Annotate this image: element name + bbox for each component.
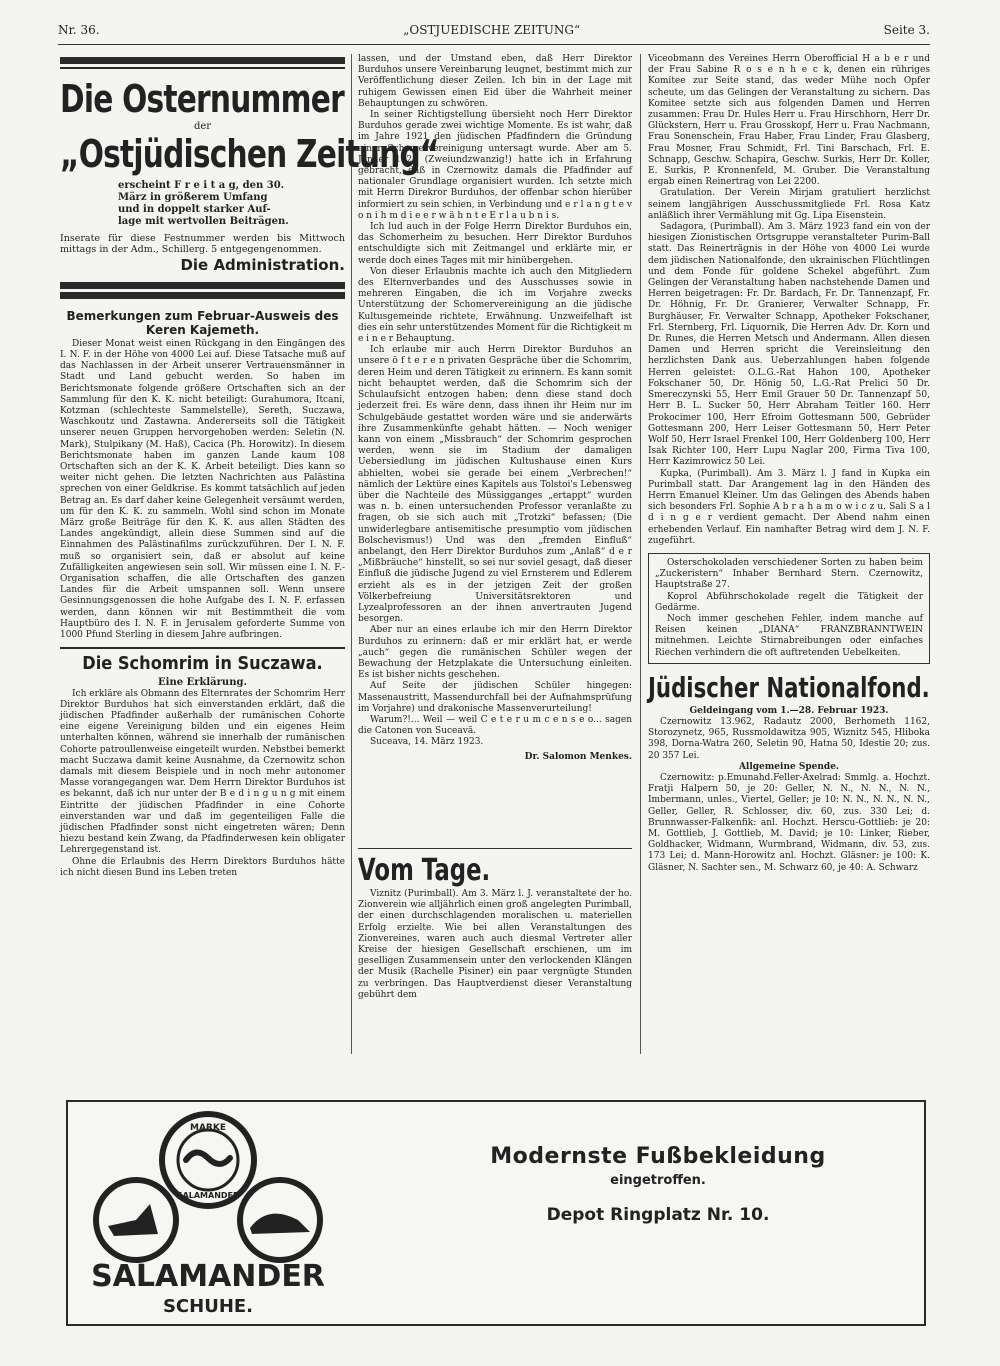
- schomrim-subtitle: Eine Erklärung.: [158, 677, 247, 689]
- schomrim-cont-2: In seiner Richtigstellung übersieht noch Herr Direktor Burduhos gerade zwei wichtige Momente. Es ist wahr, daß im Jahre 1921 den jüdischen Pfadfindern die Gründung einer Schomervereinigung untersagt wurde. Aber am 5. Jänner 1922 (Zweiundzwanzig!) hatte ich in Erfahrung gebracht, daß in Czernowitz damals die Pfadfinder auf nationaler Grundlage organisiert wurden. Ich setzte mich mit Herrn Direkror Burduhos, der offenbar schon hierüber informiert zu sein schien, in Verbindung und e r l a n g t e v o n i h m d i e e r w ä h n t e E r l a u b n i s.: [358, 110, 632, 221]
- sadagora: Sadagora, (Purimball). Am 3. März 1923 fand ein von der hiesigen Zionistischen Ortsgruppe veranstalteter Purim-Ball statt. Das Reinerträgnis in der Höhe von 4000 Lei wurde dem jüdischen Nationalfonde, den ukrainischen Flüchtlingen und dem Fonde für goldene Schekel abgeführt. Zum Gelingen der Veranstaltung haben nachstehende Damen und Herren beigetragen: Fr. Dr. Bardach, Fr. Dr. Tannenzapf, Fr. Dr. Höhnig, Fr. Dr. Granierer, Verwalter Schnapp, Fr. Burghäuser, Fr. Verwalter Schnapp, Apotheker Fokschaner, Frl. Sternberg, Frl. Liquornik, Die Herren Adv. Dr. Korn und Dr. Runes, die Herren Metsch und Andermann. Allen diesen Damen und Herren spricht die Vereinsleitung den herzlichsten Dank aus. Ueberzahlungen haben folgende Herren geleistet: O.L.G.-Rat Hahon 100, Apotheker Fokschaner 50, Dr. Hönig 50, L.G.-Rat Prelici 50 Dr. Smereczynski 55, Herr Emil Grauer 50 Dr. Tannenzapf 50, Herr B. L. Sucker 50, Herr Abraham Teitler 160. Herr Prokocimer 100, Herr Efroim Gottesmann 500, Gebrüder Gottesmann 200, Herr Leiser Gottesmann 50, Herr Peter Wolf 50, Herr Israel Frenkel 100, Herr Goldenberg 100, Herr Isak Richter 100, Herr Lupu Naglar 200, Firma Tiva 100, Herr Kazimrowicz 50 Lei.: [648, 222, 930, 468]
- schuhe-brand: SCHUHE.: [162, 1296, 254, 1317]
- ad-box: [648, 553, 930, 664]
- vom-tage-headline: Vom Tage.: [358, 853, 491, 888]
- gratulation: Gratulation. Der Verein Mirjam gratuliert herzlichst seinem langjährigen Ausschussmitgliede Frl. Rosa Katz anläßlich ihrer Vermählung mit Gg. Lipa Eisenstein.: [648, 188, 930, 221]
- header-rule: [58, 44, 930, 45]
- administration-signature: Die Administration.: [180, 255, 345, 274]
- ad-diana: Noch immer geschehen Fehler, indem manche auf Reisen keinen „DIANA“ FRANZBRANNTWEIN mitnehmen. Leichte Stirnabreibungen oder einfaches Riechen verhindern die oft auftretenden Uebelkeiten.: [655, 613, 923, 658]
- schomrim-cont-7: Auf Seite der jüdischen Schüler hingegen: Massenaustritt, Massendurchfall bei der Aufnahmsprüfung im Vorjahre) und drakonische Massenverurteilung!: [358, 681, 632, 714]
- column-divider-2: [640, 54, 641, 1054]
- osternummer-paper-name: „Ostjüdischen Zeitung“: [60, 132, 439, 177]
- logo-marke-text: MARKE: [190, 1123, 226, 1133]
- salamander-logo: [78, 1108, 338, 1316]
- kupka: Kupka, (Purimball). Am 3. März l. J fand in Kupka ein Purimball statt. Dar Arangement lag in den Händen des Herrn Emanuel Kleiner. Um das Gelingen des Abends haben sich besonders Frl. Sophie A b r a h a m o w i c z u. Sali S a l d i n g e r verdient gemacht. Der Abend nahm einen erhebenden Verlauf. Ein namhafter Betrag wird dem J. N. F. zugeführt.: [648, 468, 930, 546]
- osternummer-note: Inserate für diese Festnummer werden bis Mittwoch mittags in der Adm., Schillerg. 5 entgegengenommen.: [60, 233, 345, 256]
- nationalfond-headline: Jüdischer Nationalfond.: [648, 670, 930, 704]
- schomrim-body-1: Ich erkläre als Obmann des Elternrates der Schomrim Herr Direktor Burduhos hat sich einverstanden erklärt, daß die jüdischen Pfadfinder außerhalb der rumänischen Cohorte eine eigene Vereinigung bilden und ein eigenes Heim unterhalten können, während sie innerhalb der rumänischen Cohorte patroullenweise eingeteilt wurden. Nebstbei bemerkt macht Suczawa damit keine Ausnahme, da Czernowitz schon damals mit diesem Beispiele und in noch mehr autonomer Masse vorangegangen war. Dem Herrn Direktor Burduhos ist es bekannt, daß ich nur unter der B e d i n g u n g mit einem Eintritte der jüdischen Pfadfinder in eine Cohorte einverstanden war und daß im gegenteiligen Falle die jüdischen Pfadfinder sonst nicht eingetreten wären; Denn hiezu bestand kein Zwang, da Pfadfinderwesen kein obligater Lehrergegenstand ist.: [60, 688, 345, 856]
- schomrim-cont-4: Von dieser Erlaubnis machte ich auch den Mitgliedern des Elternverbandes und des Ausschusses sowie in mehreren Eingaben, die ich im Vorjahre zwecks Unterstützung der Schomervereinigung an die jüdische Kultusgemeinde richtete, Erwähnung. Unzweifelhaft ist dies ein sehr unterstützendes Moment für die Richtigkeit m e i n e r Behauptung.: [358, 266, 632, 345]
- rule-bar: [60, 282, 345, 289]
- newspaper-page: [58, 18, 930, 1348]
- page-header: [58, 18, 930, 42]
- newspaper-title: „OSTJUEDISCHE ZEITUNG“: [403, 23, 581, 37]
- nationalfond-body-2: Czernowitz: p.Emunahd.Feller-Axelrad: Smmlg. a. Hochzt. Fratji Halpern 50, je 20: Geller, N. N., N. N., N. N., Imbermann, unles., Viertel, Geller; je 10: N. N., N. N., N. N., Geller, Geller, R. Schlosser, div. 60, zus. 330 Lei; d. Brunnwasser-Falkenfik: anl. Hochzt. Herscu-Gottlieb: je 20: M. Gottlieb, J. Gottlieb, M. David; je 10: Linker, Rieber, Goldhacker, Widmann, Wurmbrand, Widmann, div. 53, zus. 173 Lei; d. Mann-Horowitz anl. Hochzt. Gläsner: je 100: K. Gläsner, N. Sachter sen., M. Schwarz 60, je 40: A. Schwarz: [648, 772, 930, 873]
- schomrim-body-2: Ohne die Erlaubnis des Herrn Direktors Burduhos hätte ich nicht diesen Bund ins Leben treten: [60, 856, 345, 878]
- salamander-advertisement: [66, 1100, 926, 1326]
- viznitz-cont: Viceobmann des Vereines Herrn Oberofficial H a b e r und der Frau Sabine R o s e n h e c k, denen ein rühriges Komitee zur Seite stand, das weder Mühe noch Opfer scheute, um das Gelingen der Veranstaltung zu sichern. Das Komitee setzte sich aus folgenden Damen und Herren zusammen: Frau Dr. Hules Herr u. Frau Hirschhorn, Herr Dr. Glückstern, Herr u. Frau Grosskopf, Herr u. Frau Nachmann, Frau Sonenschein, Frau Haber, Frau Linder, Frau Glasberg, Frau Mosner, Frau Schmidt, Frl. Tini Barschach, Frl. E. Schnapp, Geschw. Schapira, Geschw. Surkis, Herr Dr. Koller, E. Surkis, P. Kronnenfeld, M. Gruber. Die Veranstaltung ergab einen Reinertrag von Lei 2200.: [648, 54, 930, 188]
- column-3: [648, 54, 930, 1056]
- logo-ring-text: SALAMANDER: [176, 1191, 240, 1200]
- schomrim-cont-6: Aber nur an eines erlaube ich mir den Herrn Direktor Burduhos zu erinnern: daß er mir erklärt hat, er werde „auch“ gegen die rumänischen Schüler wegen der Bewachung der Hetzplakate die Untersuchung einleiten. Es ist bisher nichts geschehen.: [358, 625, 632, 681]
- column-2: [358, 54, 632, 841]
- osternummer-announcement: [60, 180, 345, 228]
- rule-bar: [60, 292, 345, 299]
- announce-line: erscheint F r e i t a g, den 30.: [118, 180, 285, 192]
- schomrim-place-date: Suceava, 14. März 1923.: [370, 737, 484, 748]
- schomrim-cont-5: Ich erlaube mir auch Herrn Direktor Burduhos an unsere ö f t e r e n privaten Gespräche über die Schomrim, deren Heim und deren Tätigkeit zu erinnern. Es kann somit nicht behauptet werden, daß die Schomrim sich der Schulaufsicht entzogen haben; denn diese stand doch jederzeit frei. Es wäre denn, dass ihnen ihr Heim nur im Schulgebäude gestattet worden wäre und sie anderwärts ihre Zusammenkünfte gehabt hätten. — Noch weniger kann von einem „Missbrauch“ der Schomrim gesprochen werden, wenn sie im Stadium der damaligen Uebersiedlung im jüdischen Kultushause einen Kurs abhielten, wobei sie gerade bei einem „Verbrechen!“ nämlich der Lektüre eines Kapitels aus Tolstoi's Lebensweg über die Nachteile des Müssigganges „ertappt“ wurden was n. b. einen untersuchenden Professor veranlaßte zu fragen, ob sie sich auch mit „Trotzki“ befassen; (Die unwiderlegbare antisemitische presumptio vom jüdischen Bolschevismus!) Und was den „fremden Einfluß“ anbelangt, den Herr Direktor Burduhos zum „Anlaß“ d e r „Mißbräuche“ hinstellt, so sei nur soviel gesagt, daß dieser Einfluß die jüdische Jugend zu viel Ernsterem und Edlerem erzieht als es in der jetzigen Zeit der großen Völkerbefreiung Universitätsrektoren und Lyzealprofessoren an der ihnen anvertrauten Jugend besorgen.: [358, 345, 632, 625]
- rule-bar: [60, 57, 345, 64]
- nationalfond-subtitle: Geldeingang vom 1.—28. Februar 1923.: [689, 705, 889, 716]
- rule-bar: [60, 647, 345, 649]
- schomrim-cont-8: Warum?!... Weil — weil C e t e r u m c e n s e o... sagen die Catonen von Suceavă.: [358, 714, 632, 737]
- announce-line: lage mit wertvollen Beiträgen.: [118, 216, 289, 228]
- rule-bar: [60, 67, 345, 69]
- vom-tage-section: [358, 848, 632, 1054]
- bemerkungen-body: Dieser Monat weist einen Rückgang in den Eingängen des I. N. F. in der Höhe von 4000 Lei auf. Diese Tatsache muß auf das Nachlassen in der Arbeit unserer Vertrauensmänner in Stadt und Land gebucht werden. So haben im Berichtsmonate folgende größere Ortschaften sich an der Sammlung für den K. K. nicht beteiligt: Gurahumora, Itcani, Kotzman (schlechteste Sammelstelle), Sereth, Suczawa, Waschkoutz und Zastawna. Andererseits soll die Tätigkeit unserer neuen Gruppen hervorgehoben werden: Seletin (N. Mark), Stulpikany (M. Haß), Cacica (Ph. Horowitz). In diesem Berichtsmonate haben im ganzen Lande kaum 108 Ortschaften sich an der K. K. Arbeit beteiligt. Dies kann so weiter nicht gehen. Die letzten Nachrichten aus Palästina sprechen von einer Geldkrise. Es kommt tatsächlich auf jeden Betrag an. Es darf daher keine Gelegenheit versäumt werden, um für den K. K. zu sammeln. Wohl sind schon im Monate März große Beiträge für den K. K. aus allen Städten des Landes angekündigt, allein diese Summen sind auf die Einnahmen des Palästinafilms zurückzuführen. Der I. N. F. muß so organisiert sein, daß er absolut auf keine Zufälligkeiten angewiesen sein soll. Wir müssen eine I. N. F.-Organisation schaffen, die alle Ortschaften des ganzen Landes für die Arbeit umspannen soll. Wenn unsere Gesinnungsgenossen die hohe Aufgabe des I. N. F. erfassen werden, dann können wir mit Bestimmtheit die vom Hauptbüro des I. N. F. in Jerusalem geforderte Summe von 1000 Pfund Sterling in diesem Jahre aufbringen.: [60, 338, 345, 641]
- osternummer-der: der: [193, 121, 212, 132]
- salamander-brand: SALAMANDER: [91, 1259, 325, 1294]
- bemerkungen-headline: Bemerkungen zum Februar-Ausweis des Keren Kajemeth.: [66, 308, 339, 337]
- nationalfond-subtitle-2: Allgemeine Spende.: [738, 761, 840, 772]
- ad-koprol: Koprol Abführschokolade regelt die Tätigkeit der Gedärme.: [655, 591, 923, 613]
- ad-line-1: Modernste Fußbekleidung: [490, 1144, 826, 1169]
- ad-line-3: Depot Ringplatz Nr. 10.: [546, 1205, 770, 1225]
- vom-tage-body: Viznitz (Purimball). Am 3. März l. J. veranstaltete der ho. Zionverein wie alljährlich einen groß angelegten Purimball, der einen durchschlagenden moralischen u. materiellen Erfolg erzielte. Wie bei allen Veranstaltungen des Zionvereines, waren auch auch diesmal Vertreter aller Kreise der hiesigen Gesellschaft erschienen, um im geselligen Zusammensein unter den verlockenden Klängen der Musik (Rachelle Pisiner) ein paar vergnügte Stunden zu verbringen. Das Hauptverdienst dieser Veranstaltung gebührt dem: [358, 889, 632, 1000]
- issue-number: Nr. 36.: [58, 23, 100, 37]
- osternummer-headline: Die Osternummer: [60, 77, 344, 121]
- ad-osterschokoladen: Osterschokoladen verschiedener Sorten zu haben beim „Zuckeristern“ Inhaber Bernhard Stern. Czernowitz, Hauptstraße 27.: [655, 557, 923, 591]
- ad-copy: [448, 1142, 868, 1232]
- page-number: Seite 3.: [883, 23, 930, 37]
- announce-line: und in doppelt starker Auf-: [118, 204, 271, 216]
- column-divider-1: [351, 54, 352, 1054]
- schomrim-signature: Dr. Salomon Menkes.: [524, 751, 632, 762]
- schomrim-cont-3: Ich lud auch in der Folge Herrn Direktor Burduhos ein, das Schomerheim zu besuchen. Herr Direktor Burduhos entschuldigte sich mit Zeitmangel und erklärte mir, er werde doch eines Tages mit mir hinübergehen.: [358, 222, 632, 266]
- ad-line-2: eingetroffen.: [610, 1173, 706, 1188]
- schomrim-headline: Die Schomrim in Suczawa.: [82, 653, 323, 675]
- schomrim-cont-1: lassen, und der Umstand eben, daß Herr Direktor Burduhos unsere Vereinbarung leugnet, bestimmt mich zur Veröffentlichung dieser Zeilen. Ich bin in der Lage mit ruhigem Gewissen einen Eid über die Wahrheit meiner Behauptungen zu schwören.: [358, 54, 632, 109]
- nationalfond-body-1: Czernowitz 13.962, Radautz 2000, Berhometh 1162, Storozynetz, 965, Russmoldawitza 905, Wiznitz 545, Hliboka 398, Dorna-Watra 260, Seletin 90, Hatna 50, Idestie 20; zus. 20 357 Lei.: [648, 716, 930, 761]
- announce-line: März in größerem Umfang: [118, 192, 268, 204]
